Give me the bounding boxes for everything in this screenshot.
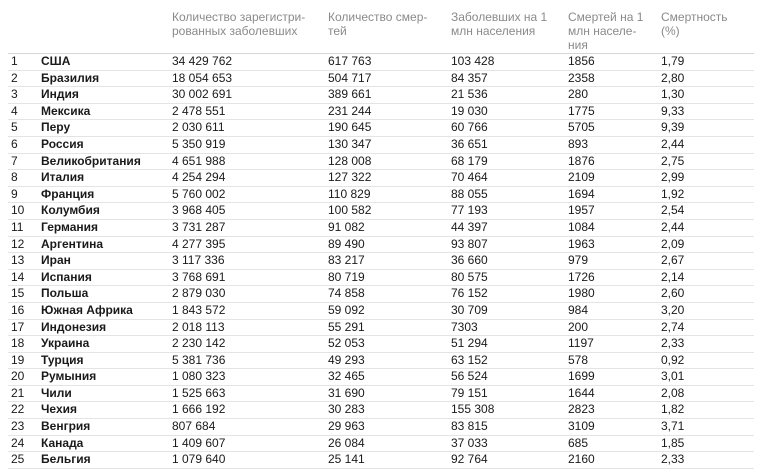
- cell-cases: 3 768 691: [170, 269, 326, 286]
- cell-cases: 2 230 142: [170, 336, 326, 353]
- cell-cases-per-million: 88 055: [449, 186, 566, 203]
- cell-country: Мексика: [39, 103, 170, 120]
- table-row: [8, 103, 754, 120]
- table-row: [8, 385, 754, 402]
- cell-rank: 8: [8, 170, 39, 187]
- cell-cases: 2 030 611: [170, 120, 326, 137]
- cell-cases-per-million: 68 179: [449, 153, 566, 170]
- cell-country: Индонезия: [39, 319, 170, 336]
- cell-country: Германия: [39, 219, 170, 236]
- cell-mortality: 1,30: [659, 87, 754, 104]
- table-row: [8, 435, 754, 452]
- cell-deaths: 100 582: [326, 203, 449, 220]
- cell-deaths-per-million: 1980: [566, 286, 659, 303]
- cell-deaths-per-million: 1775: [566, 103, 659, 120]
- cell-deaths: 26 084: [326, 435, 449, 452]
- cell-cases-per-million: 80 575: [449, 269, 566, 286]
- cell-cases-per-million: 84 357: [449, 70, 566, 87]
- cell-rank: 9: [8, 186, 39, 203]
- cell-rank: 23: [8, 419, 39, 436]
- cell-rank: 2: [8, 70, 39, 87]
- cell-deaths: 31 690: [326, 385, 449, 402]
- cell-rank: 7: [8, 153, 39, 170]
- cell-cases-per-million: 63 152: [449, 352, 566, 369]
- table-row: [8, 219, 754, 236]
- cell-deaths: 55 291: [326, 319, 449, 336]
- cell-deaths: 91 082: [326, 219, 449, 236]
- cell-cases: 1 525 663: [170, 385, 326, 402]
- table-row: [8, 269, 754, 286]
- cell-country: Великобритания: [39, 153, 170, 170]
- cell-cases: 1 666 192: [170, 402, 326, 419]
- cell-deaths: 231 244: [326, 103, 449, 120]
- table-row: [8, 452, 754, 469]
- cell-cases-per-million: 21 536: [449, 87, 566, 104]
- cell-mortality: 0,92: [659, 352, 754, 369]
- cell-deaths-per-million: 2160: [566, 452, 659, 469]
- cell-deaths: 80 719: [326, 269, 449, 286]
- cell-cases: 1 409 607: [170, 435, 326, 452]
- cell-country: Украина: [39, 336, 170, 353]
- cell-mortality: 3,20: [659, 302, 754, 319]
- table-header: [8, 10, 754, 54]
- cell-deaths: 190 645: [326, 120, 449, 137]
- cell-cases: 5 350 919: [170, 136, 326, 153]
- cell-country: Канада: [39, 435, 170, 452]
- cell-cases: 4 651 988: [170, 153, 326, 170]
- cell-rank: 11: [8, 219, 39, 236]
- cell-deaths: 89 490: [326, 236, 449, 253]
- cell-deaths-per-million: 3109: [566, 419, 659, 436]
- table-row: [8, 352, 754, 369]
- cell-cases: 5 760 002: [170, 186, 326, 203]
- cell-deaths: 59 092: [326, 302, 449, 319]
- cell-cases: 18 054 653: [170, 70, 326, 87]
- cell-deaths: 504 717: [326, 70, 449, 87]
- table-row: [8, 120, 754, 137]
- table-row: [8, 170, 754, 187]
- header-cases: Количество зарегистри-рованных заболевших: [172, 10, 306, 38]
- cell-cases-per-million: 92 764: [449, 452, 566, 469]
- cell-country: Аргентина: [39, 236, 170, 253]
- cell-cases-per-million: 37 033: [449, 435, 566, 452]
- cell-mortality: 9,39: [659, 120, 754, 137]
- cell-deaths-per-million: 280: [566, 87, 659, 104]
- table-row: [8, 302, 754, 319]
- cell-country: Бразилия: [39, 70, 170, 87]
- cell-mortality: 2,44: [659, 136, 754, 153]
- cell-country: США: [39, 54, 170, 71]
- cell-cases-per-million: 19 030: [449, 103, 566, 120]
- cell-cases-per-million: 36 660: [449, 253, 566, 270]
- cell-deaths-per-million: 893: [566, 136, 659, 153]
- cell-deaths-per-million: 1957: [566, 203, 659, 220]
- cell-rank: 4: [8, 103, 39, 120]
- cell-cases: 1 843 572: [170, 302, 326, 319]
- table-row: [8, 402, 754, 419]
- cell-mortality: 2,09: [659, 236, 754, 253]
- cell-rank: 14: [8, 269, 39, 286]
- cell-mortality: 1,92: [659, 186, 754, 203]
- cell-mortality: 2,60: [659, 286, 754, 303]
- cell-country: Венгрия: [39, 419, 170, 436]
- table-row: [8, 186, 754, 203]
- cell-cases-per-million: 76 152: [449, 286, 566, 303]
- cell-mortality: 2,74: [659, 319, 754, 336]
- table-row: [8, 136, 754, 153]
- cell-country: Чили: [39, 385, 170, 402]
- cell-cases-per-million: 44 397: [449, 219, 566, 236]
- cell-deaths-per-million: 200: [566, 319, 659, 336]
- cell-deaths-per-million: 578: [566, 352, 659, 369]
- cell-cases-per-million: 7303: [449, 319, 566, 336]
- cell-rank: 5: [8, 120, 39, 137]
- table-row: [8, 70, 754, 87]
- cell-deaths-per-million: 1694: [566, 186, 659, 203]
- cell-rank: 21: [8, 385, 39, 402]
- cell-rank: 24: [8, 435, 39, 452]
- cell-rank: 12: [8, 236, 39, 253]
- cell-country: Иран: [39, 253, 170, 270]
- cell-deaths: 617 763: [326, 54, 449, 71]
- table-row: [8, 203, 754, 220]
- cell-mortality: 1,79: [659, 54, 754, 71]
- cell-country: Россия: [39, 136, 170, 153]
- cell-cases: 807 684: [170, 419, 326, 436]
- cell-cases: 2 478 551: [170, 103, 326, 120]
- cell-country: Румыния: [39, 369, 170, 386]
- cell-deaths: 25 141: [326, 452, 449, 469]
- cell-cases: 1 079 640: [170, 452, 326, 469]
- cell-country: Колумбия: [39, 203, 170, 220]
- cell-deaths: 128 008: [326, 153, 449, 170]
- header-deaths: Количество смер-тей: [328, 10, 428, 38]
- cell-cases: 34 429 762: [170, 54, 326, 71]
- header-cases-per-million: Заболевших на 1 млн населения: [451, 10, 548, 38]
- cell-mortality: 3,71: [659, 419, 754, 436]
- cell-cases: 30 002 691: [170, 87, 326, 104]
- cell-country: Южная Африка: [39, 302, 170, 319]
- cell-deaths-per-million: 1876: [566, 153, 659, 170]
- cell-cases-per-million: 60 766: [449, 120, 566, 137]
- header-rank: [8, 10, 39, 54]
- cell-deaths: 127 322: [326, 170, 449, 187]
- cell-deaths-per-million: 984: [566, 302, 659, 319]
- cell-mortality: 2,08: [659, 385, 754, 402]
- cell-cases-per-million: 103 428: [449, 54, 566, 71]
- cell-country: Италия: [39, 170, 170, 187]
- cell-cases: 2 879 030: [170, 286, 326, 303]
- cell-cases-per-million: 93 807: [449, 236, 566, 253]
- cell-mortality: 2,67: [659, 253, 754, 270]
- cell-cases: 4 277 395: [170, 236, 326, 253]
- cell-cases: 5 381 736: [170, 352, 326, 369]
- cell-mortality: 2,80: [659, 70, 754, 87]
- cell-deaths: 83 217: [326, 253, 449, 270]
- table-row: [8, 336, 754, 353]
- cell-rank: 6: [8, 136, 39, 153]
- table-row: [8, 369, 754, 386]
- covid-stats-table: [8, 10, 754, 469]
- cell-cases: 3 117 336: [170, 253, 326, 270]
- cell-rank: 15: [8, 286, 39, 303]
- table-row: [8, 153, 754, 170]
- cell-mortality: 2,44: [659, 219, 754, 236]
- cell-cases-per-million: 36 651: [449, 136, 566, 153]
- cell-cases-per-million: 70 464: [449, 170, 566, 187]
- cell-deaths: 29 963: [326, 419, 449, 436]
- cell-cases: 1 080 323: [170, 369, 326, 386]
- table-row: [8, 253, 754, 270]
- header-mortality: Смертность (%): [661, 10, 728, 38]
- cell-deaths-per-million: 1197: [566, 336, 659, 353]
- header-deaths-per-million: Смертей на 1 млн населе-ния: [568, 10, 644, 52]
- cell-cases-per-million: 155 308: [449, 402, 566, 419]
- table-row: [8, 419, 754, 436]
- cell-deaths-per-million: 1644: [566, 385, 659, 402]
- cell-country: Польша: [39, 286, 170, 303]
- cell-cases-per-million: 83 815: [449, 419, 566, 436]
- cell-deaths: 32 465: [326, 369, 449, 386]
- table-row: [8, 54, 754, 71]
- cell-cases: 2 018 113: [170, 319, 326, 336]
- cell-mortality: 2,54: [659, 203, 754, 220]
- cell-deaths: 49 293: [326, 352, 449, 369]
- cell-mortality: 2,99: [659, 170, 754, 187]
- cell-deaths-per-million: 2358: [566, 70, 659, 87]
- table-row: [8, 87, 754, 104]
- cell-rank: 13: [8, 253, 39, 270]
- cell-rank: 25: [8, 452, 39, 469]
- cell-deaths-per-million: 1726: [566, 269, 659, 286]
- cell-cases-per-million: 56 524: [449, 369, 566, 386]
- cell-cases: 3 731 287: [170, 219, 326, 236]
- table-row: [8, 236, 754, 253]
- cell-country: Перу: [39, 120, 170, 137]
- cell-deaths-per-million: 1856: [566, 54, 659, 71]
- cell-rank: 19: [8, 352, 39, 369]
- cell-cases-per-million: 77 193: [449, 203, 566, 220]
- cell-deaths-per-million: 5705: [566, 120, 659, 137]
- cell-country: Индия: [39, 87, 170, 104]
- cell-mortality: 2,14: [659, 269, 754, 286]
- cell-rank: 1: [8, 54, 39, 71]
- cell-deaths: 389 661: [326, 87, 449, 104]
- cell-cases-per-million: 30 709: [449, 302, 566, 319]
- cell-deaths-per-million: 1084: [566, 219, 659, 236]
- cell-deaths-per-million: 979: [566, 253, 659, 270]
- cell-country: Турция: [39, 352, 170, 369]
- cell-rank: 16: [8, 302, 39, 319]
- cell-deaths: 130 347: [326, 136, 449, 153]
- cell-deaths: 110 829: [326, 186, 449, 203]
- cell-deaths-per-million: 1699: [566, 369, 659, 386]
- cell-rank: 22: [8, 402, 39, 419]
- header-country: [39, 10, 170, 54]
- table-row: [8, 286, 754, 303]
- cell-deaths: 74 858: [326, 286, 449, 303]
- cell-rank: 3: [8, 87, 39, 104]
- cell-deaths-per-million: 2823: [566, 402, 659, 419]
- cell-mortality: 9,33: [659, 103, 754, 120]
- cell-rank: 10: [8, 203, 39, 220]
- cell-mortality: 1,82: [659, 402, 754, 419]
- cell-mortality: 2,75: [659, 153, 754, 170]
- table-body: [8, 54, 754, 469]
- cell-cases-per-million: 51 294: [449, 336, 566, 353]
- table-row: [8, 319, 754, 336]
- cell-country: Чехия: [39, 402, 170, 419]
- cell-rank: 20: [8, 369, 39, 386]
- cell-country: Франция: [39, 186, 170, 203]
- cell-deaths-per-million: 2109: [566, 170, 659, 187]
- cell-deaths: 52 053: [326, 336, 449, 353]
- cell-rank: 17: [8, 319, 39, 336]
- cell-mortality: 1,85: [659, 435, 754, 452]
- cell-cases: 4 254 294: [170, 170, 326, 187]
- cell-rank: 18: [8, 336, 39, 353]
- cell-mortality: 3,01: [659, 369, 754, 386]
- cell-mortality: 2,33: [659, 452, 754, 469]
- cell-deaths-per-million: 1963: [566, 236, 659, 253]
- cell-country: Испания: [39, 269, 170, 286]
- cell-deaths-per-million: 685: [566, 435, 659, 452]
- cell-cases-per-million: 79 151: [449, 385, 566, 402]
- cell-country: Бельгия: [39, 452, 170, 469]
- cell-cases: 3 968 405: [170, 203, 326, 220]
- table-header-row: [8, 10, 754, 54]
- cell-mortality: 2,33: [659, 336, 754, 353]
- cell-deaths: 30 283: [326, 402, 449, 419]
